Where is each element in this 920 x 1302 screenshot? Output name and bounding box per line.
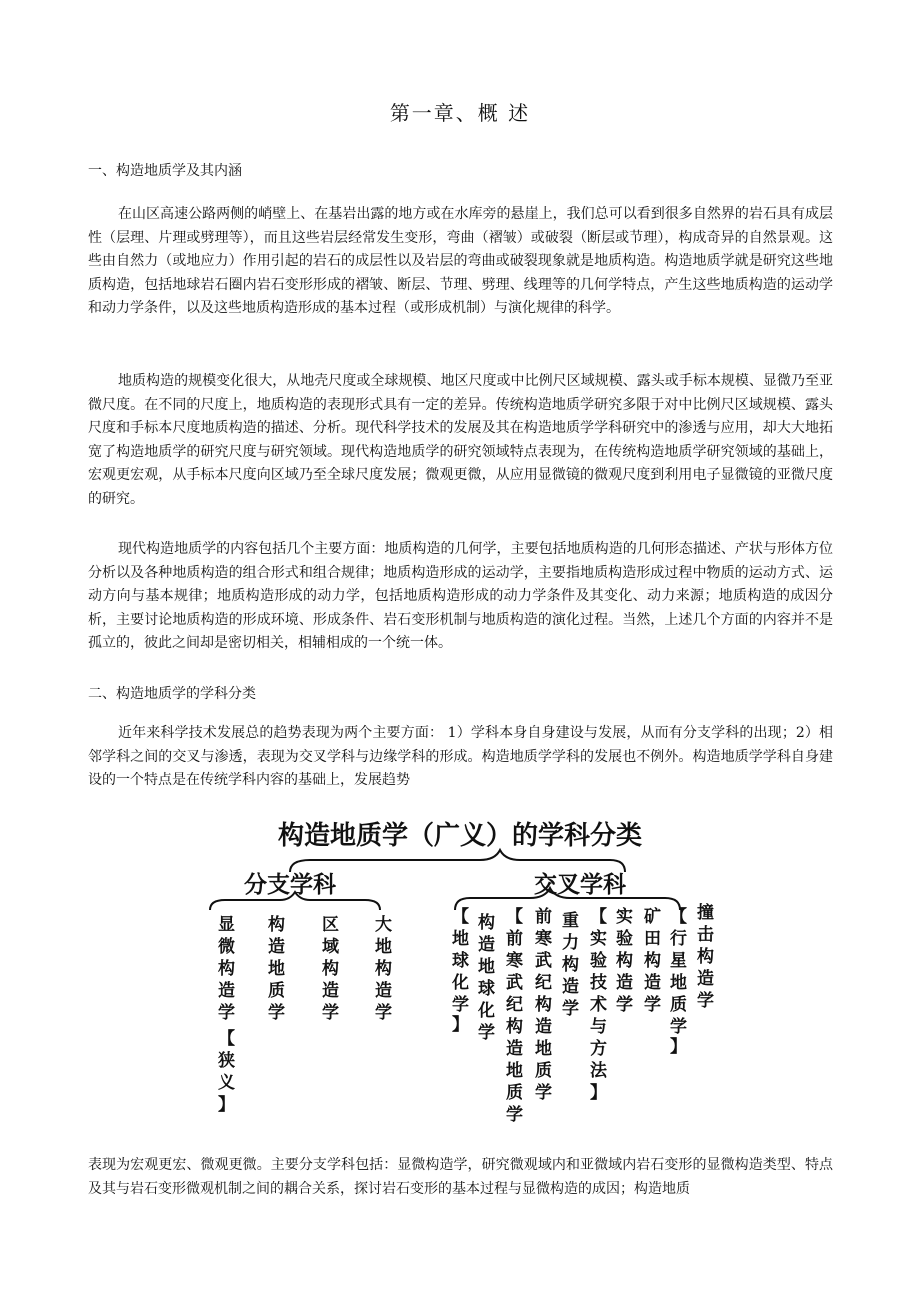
item-precambrian-bracket: 【前寒武纪构造地质学: [506, 907, 523, 1125]
item-structural-geology: 构造地质学: [268, 915, 285, 1023]
paragraph-2: 地质构造的规模变化很大，从地壳尺度或全球规模、地区尺度或中比例尺区域规模、露头或手标本规模、显微乃至亚微尺度。在不同的尺度上，地质构造的表现形式具有一定的差异。传统构造地质学研究多限于对中比例尺区域规模、露头尺度和手标本尺度地质构造的描述、分析。现代科学技术的发展及其在构造地质学学科研究中的渗透与应用，却大大地拓宽了构造地质学的研究尺度与研究领域。现代构造地质学的研究领域特点表现为，在传统构造地质学研究领域的基础上，宏观更宏观，从手标本尺度向区域乃至全球尺度发展；微观更微，从应用显微镜的微观尺度到利用电子显微镜的亚微尺度的研究。: [88, 373, 833, 507]
paragraph-1: 在山区高速公路两侧的峭壁上、在基岩出露的地方或在水库旁的悬崖上，我们总可以看到很多自然界的岩石具有成层性（层理、片理或劈理等），而且这些岩层经常发生变形，弯曲（褶皱）或破裂（断层或节理），构成奇异的自然景观。这些由自然力（或地应力）作用引起的岩石的成层性以及岩层的弯曲或破裂现象就是地质构造。构造地质学就是研究这些地质构造，包括地球岩石圈内岩石变形形成的褶皱、断层、节理、劈理、线理等的几何学特点，产生这些地质构造的运动学和动力学条件，以及这些地质构造形成的基本过程（或形成机制）与演化规律的科学。: [88, 206, 833, 316]
paragraph-3: 现代构造地质学的内容包括几个主要方面：地质构造的几何学，主要包括地质构造的几何形态描述、产状与形体方位分析以及各种地质构造的组合形式和组合规律；地质构造形成的运动学，主要指地质构造形成过程中物质的运动方式、运动方向与基本规律；地质构造形成的动力学，包括地质构造形成的动力学条件及其变化、动力来源；地质构造的成因分析，主要讨论地质构造的形成环境、形成条件、岩石变形机制与地质构造的演化过程。当然，上述几个方面的内容并不是孤立的，彼此之间却是密切相关，相辅相成的一个统一体。: [88, 541, 833, 651]
item-regional-tectonics: 区域构造学: [322, 915, 339, 1023]
top-brace: [290, 850, 625, 872]
item-tectono-geochemistry: 构造地球化学: [478, 913, 495, 1043]
chapter-title: 第一章、概 述: [389, 101, 531, 125]
item-precambrian: 前寒武纪构造地质学: [535, 907, 552, 1103]
right-group-label: 交叉学科: [534, 872, 626, 898]
item-orefield-tectonics: 矿田构造学: [644, 907, 661, 1015]
item-microstructure: 显微构造学【狭义】: [218, 915, 235, 1115]
item-gravity-tectonics: 重力构造学: [562, 911, 579, 1019]
section-heading-1: 一、构造地质学及其内涵: [88, 163, 242, 179]
diagram-title: 构造地质学（广义）的学科分类: [277, 821, 643, 851]
item-experimental-tectonics: 实验构造学: [616, 907, 633, 1015]
discipline-classification-diagram: [200, 810, 720, 1155]
item-geochemistry: 【地球化学】: [452, 907, 469, 1035]
left-group-label: 分支学科: [244, 872, 336, 898]
item-geotectonics: 大地构造学: [375, 915, 392, 1023]
section-heading-2: 二、构造地质学的学科分类: [88, 686, 256, 702]
item-planetary-geology: 【行星地质学】: [670, 907, 687, 1057]
paragraph-4: 近年来科学技术发展总的趋势表现为两个主要方面： 1）学科本身自身建设与发展，从而有分支学科的出现；2）相邻学科之间的交叉与渗透，表现为交叉学科与边缘学科的形成。构造地质学学科的发展也不例外。构造地质学学科自身建设的一个特点是在传统学科内容的基础上，发展趋势: [88, 725, 833, 788]
paragraph-5: 表现为宏观更宏、微观更微。主要分支学科包括：显微构造学，研究微观域内和亚微域内岩石变形的显微构造类型、特点及其与岩石变形微观机制之间的耦合关系，探讨岩石变形的基本过程与显微构造的成因；构造地质: [88, 1157, 833, 1197]
item-experimental-methods: 【实验技术与方法】: [590, 907, 607, 1103]
item-impact-tectonics: 撞击构造学: [697, 903, 714, 1011]
